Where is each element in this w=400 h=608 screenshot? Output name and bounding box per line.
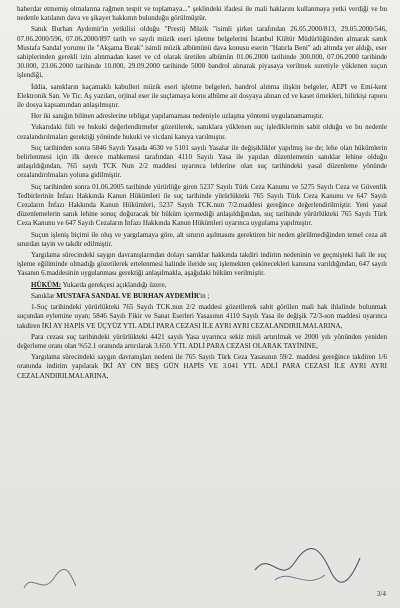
paragraph: haberdar etmemiş olmalarına rağmen tespit ve toplamaya..." şeklindeki ifadesi ile mali haklarını kullanmaya yetki verdiği ve bu nedenle katılanın dava ve şikayet hakkının bulunduğu görülmüştür. bbox=[17, 5, 387, 23]
defendants-suffix: 'in ; bbox=[198, 291, 210, 300]
page-number: 3/4 bbox=[377, 590, 386, 598]
paragraph: Suç tarihinden sonra 5846 Sayılı Yasada 4630 ve 5101 sayılı Yasalar ile değişiklikler yapılmış ise de; lehe olan hükümlerin belirlenmesi için ilk derece mahkemesi tarafından 4110 Sayılı Yasa ile yapılan düzenlemenin sanıklar lehine olduğu anlaşıldığından, 765 sayılı TCK Nun 2/2 maddesi uyarınca lehlerine olan suç tarihindeki yasal düzenleme yönünde cezalandırılmaları yoluna gidilmiştir. bbox=[17, 143, 387, 180]
verdict-line bbox=[17, 281, 387, 290]
paragraph: Suç tarihinden sonra 01.06.2005 tarihinde yürürlüğe giren 5237 Sayılı Türk Ceza Kanunu ve 5275 Sayılı Ceza ve Güvenlik Tedbirlerinin İnfazı Hakkında Kanun Hükümleri ile suç tarihinde yürürlükteki 765 Sayılı Türk Ceza Kanunu ve 647 Sayılı Cezaların İnfazı Hakkında Kanun Hükümleri, 5237 Sayılı TCK.nun 7/2.maddesi gereğince değerlendirilmiştir. Yeni yasal düzenlemelerin sanık lehine sonuç doğuracak bir hüküm içermediği anlaşıldığından, suç tarihinde yürürlükteki 765 Sayılı Türk Ceza Kanunu ve 647 Sayılı Cezaların İnfazı Hakkında Kanun Hükümleri uyarınca uygulama yapılmıştır. bbox=[17, 182, 387, 228]
signature-mark bbox=[20, 568, 80, 598]
document-body bbox=[17, 5, 387, 383]
verdict-item: 1-Suç tarihindeki yürürlükteki 765 Sayılı TCK.nun 2/2 maddesi gözetilerek sabit görülen mali hak ihlalinde bulunmak suçundan eylemine uyan; 5846 Sayılı Fikir ve Sanat Eserleri Yasasının 4110 Sayılı Yasa ile değişik 72/3-son maddesi uyarınca takdiren İKİ AY HAPİS VE ÜÇYÜZ YTL ADLİ PARA CEZASI İLE AYRI AYRI CEZALANDIRILMALARINA, bbox=[17, 303, 387, 330]
signature-mark bbox=[250, 540, 365, 595]
defendants-names: MUSTAFA SANDAL VE BURHAN AYDEMİR bbox=[56, 291, 199, 300]
paragraph: Yukarıdaki fiili ve hukuki değerlendirmeler gözetilerek, sanıklara yüklenen suç işlediklerinin sabit olduğu ve bu nedenle cezalandırılmaları gerektiği yönünde hukuki ve vicdani kanıya varılmıştır. bbox=[17, 123, 387, 141]
verdict-intro: Yukarda gerekçesi açıklandığı üzere, bbox=[62, 280, 167, 289]
paragraph: Her iki sanığın bilinen adreslerine tebligat yapılamaması nedeniyle uzlaşma yöntemi uygulanamamıştır. bbox=[31, 112, 324, 121]
defendants-line bbox=[17, 292, 387, 301]
verdict-heading: HÜKÜM: bbox=[31, 280, 62, 289]
paragraph: İddia, sanıkların kaçamaklı kabulleri müzik eseri işletme belgeleri, bandrol alınma ilişkin belgeler, AEPI ve Emi-kent Elektronik San. Ve Tic. Aş yazıları, orjinal eser ile suçlamaya konu albüme ait dosyaya alınan cd ve kaset örnekleri, bilirkişi raporu ile dosya kapsamından anlaşılmıştır. bbox=[17, 82, 387, 110]
paragraph: Suçun işleniş biçimi ile oluş ve yargılamaya göre, alt sınırın aşılmasını gerektiren bir neden görülmediğinden temel ceza alt sınırdan tayin ve takdir edilmiştir. bbox=[17, 230, 387, 248]
verdict-item: Yargılama sürecindeki saygın davranışları nedeni ile 765 Sayılı Türk Ceza Yasasının 59/2. maddesi gereğince takdiren 1/6 oranında indirim yapılarak İKİ AY ON BEŞ GÜN HAPİS VE 3.041 YTL ADLİ PARA CEZASI İLE AYRI AYRI CEZALANDIRILMALARINA, bbox=[17, 353, 387, 380]
paragraph: Yargılama sürecindeki saygın davranışlarından dolayı sanıklar hakkında takdiri indirim nedeninin ve geçmişteki hali ile suç işleme eğiliminde olmadığı gözetilerek ertelenmesi halinde ileride suç işlemekten çekinecekleri kanısına varıldığından, 647 sayılı Yasanın 6.maddesinin uygulanması gerektiği anlaşılmakla, aşağıdaki hüküm verilmiştir. bbox=[17, 251, 387, 278]
defendants-prefix: Sanıklar bbox=[31, 291, 55, 300]
verdict-item: Para cezası suç tarihindeki yürürlükteki 4421 sayılı Yasa uyarınca sekiz misli artırılmak ve 2000 yılı yönünden yeniden değerleme oranı olan %52.1 oranında artırılarak 3.650. YTL ADLİ PARA CEZASI OLARAK TAYİNİNE, bbox=[17, 332, 387, 350]
paragraph: Sanık Burhan Aydemir'in yetkilisi olduğu "Prestij Müzik "isimli şirket tarafından 26.05.2000/813, 29.05.2000/546, 07.06.2000/596, 07.06.2000/897 tarih ve sayılı müzik eseri işletme belgelerini İstanbul Kültür Müdürlüğünden almarak sanık Mustafa Sandal yorumu ile "Akşama Bırak" isimli müzik albümünü dava konusu eserin "Hatırla Beni" adı altında yer aldığı, eser sahiplerinden gerekli izin alınmadan kaset ve cd olarak üretilen albümün 01.06.2000 tarihinde 300.000, 07.06.2000 tarihinde 30.000, 23.06.2000 tarihinde 10.000, 29.09.2000 tarihinde 5000 bandrol alınarak piyasaya verilmek suretiyle yüklenen suçun işlendiği, bbox=[17, 25, 387, 80]
